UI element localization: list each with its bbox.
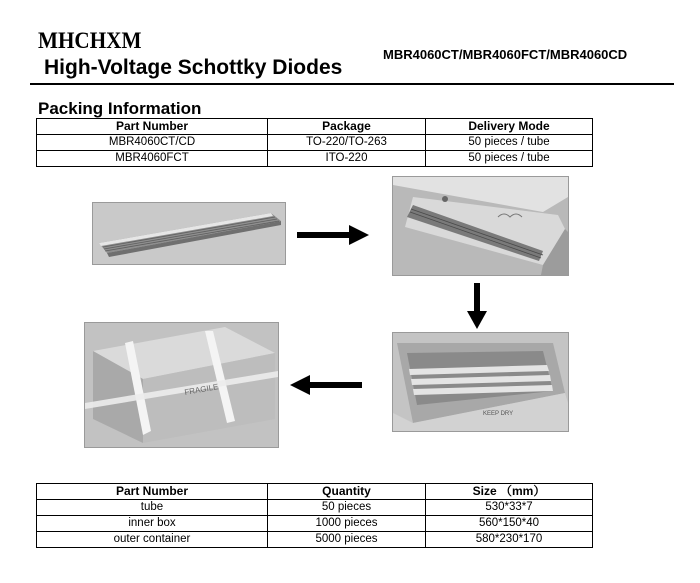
arrow-right-icon bbox=[297, 225, 369, 245]
open-box-photo bbox=[392, 332, 569, 432]
cell-size: 580*230*170 bbox=[426, 532, 593, 548]
header-size: Size （mm） bbox=[426, 484, 593, 500]
header-rule bbox=[30, 83, 674, 85]
header-package: Package bbox=[268, 119, 426, 135]
header-quantity: Quantity bbox=[268, 484, 426, 500]
arrow-down-icon bbox=[467, 283, 487, 329]
cell-quantity: 5000 pieces bbox=[268, 532, 426, 548]
outer-container-illustration bbox=[85, 323, 278, 447]
table-row bbox=[37, 532, 593, 548]
company-logo: MHCHXM bbox=[38, 28, 142, 53]
cell-part-number: outer container bbox=[37, 532, 268, 548]
table-row bbox=[37, 516, 593, 532]
table-row bbox=[37, 151, 593, 167]
packing-table bbox=[36, 118, 593, 167]
arrow-left-icon bbox=[290, 375, 362, 395]
outer-container-photo bbox=[84, 322, 279, 448]
inner-box-illustration bbox=[393, 177, 568, 275]
table-row bbox=[37, 500, 593, 516]
cell-quantity: 50 pieces bbox=[268, 500, 426, 516]
page-title: High-Voltage Schottky Diodes bbox=[44, 56, 343, 79]
fragile-label: FRAGILE bbox=[183, 382, 220, 397]
cell-part-number: tube bbox=[37, 500, 268, 516]
inner-box-label: KEEP DRY bbox=[483, 411, 514, 417]
cell-part-number: inner box bbox=[37, 516, 268, 532]
quantity-table bbox=[36, 483, 593, 548]
tube-illustration bbox=[93, 203, 285, 264]
cell-delivery-mode: 50 pieces / tube bbox=[426, 135, 593, 151]
cell-package: ITO-220 bbox=[268, 151, 426, 167]
part-number-heading: MBR4060CT/MBR4060FCT/MBR4060CD bbox=[383, 47, 628, 62]
header-part-number: Part Number bbox=[37, 484, 268, 500]
cell-part-number: MBR4060CT/CD bbox=[37, 135, 268, 151]
header-part-number: Part Number bbox=[37, 119, 268, 135]
inner-box-photo bbox=[392, 176, 569, 276]
table-header-row bbox=[37, 484, 593, 500]
header-delivery-mode: Delivery Mode bbox=[426, 119, 593, 135]
open-box-illustration bbox=[393, 333, 568, 431]
cell-size: 560*150*40 bbox=[426, 516, 593, 532]
table-header-row bbox=[37, 119, 593, 135]
cell-delivery-mode: 50 pieces / tube bbox=[426, 151, 593, 167]
tube-photo bbox=[92, 202, 286, 265]
section-title-packing: Packing Information bbox=[38, 99, 202, 118]
table-row bbox=[37, 135, 593, 151]
cell-part-number: MBR4060FCT bbox=[37, 151, 268, 167]
cell-package: TO-220/TO-263 bbox=[268, 135, 426, 151]
cell-quantity: 1000 pieces bbox=[268, 516, 426, 532]
cell-size: 530*33*7 bbox=[426, 500, 593, 516]
